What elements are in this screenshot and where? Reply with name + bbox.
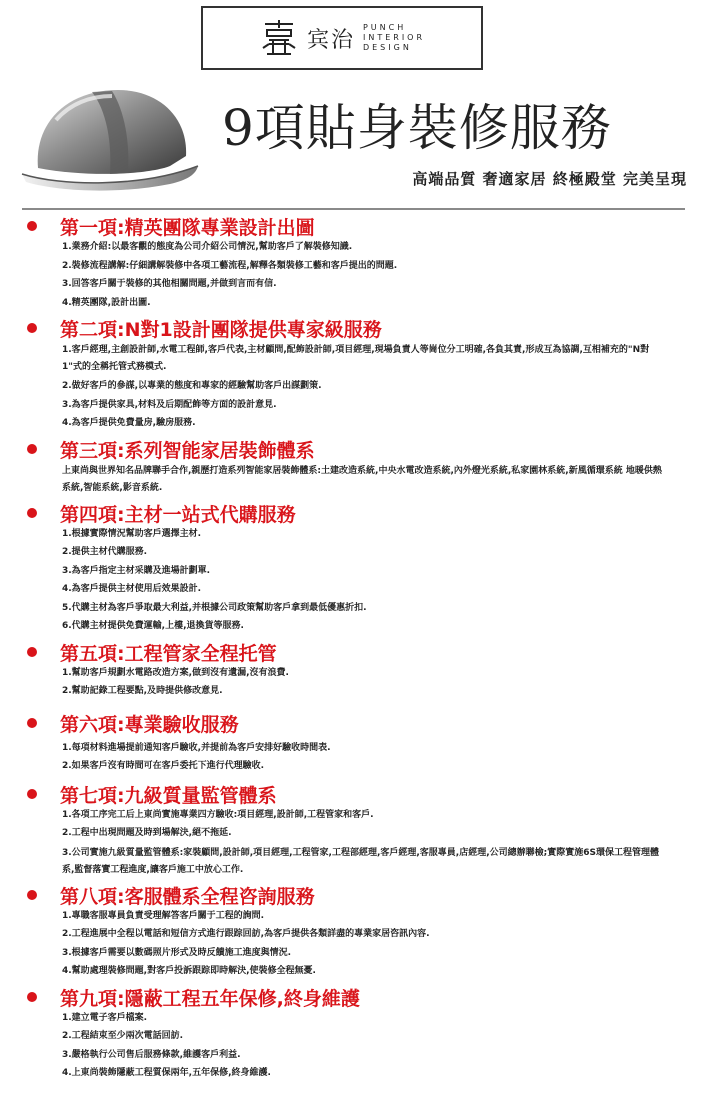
service-section-7: [0, 780, 705, 879]
section-title: 第二項:N對1設計團隊提供專家級服務: [60, 319, 382, 341]
list-item: 1.專職客服專員負責受理解答客戶關于工程的詢問.: [62, 910, 265, 921]
section-heading: [0, 983, 705, 1011]
list-item: 4.上東尚裝飾隱蔽工程質保兩年,五年保修,終身維護.: [62, 1068, 271, 1078]
slogan: 高端品質 奢適家居 終極殿堂 完美呈現: [412, 170, 687, 188]
service-section-9: [0, 983, 705, 1085]
brand-name-en: [363, 23, 425, 53]
list-item: 2.工程結束至少兩次電話回訪.: [62, 1031, 184, 1041]
list-item: 4.為客戶提供主材使用后效果設計.: [62, 584, 202, 594]
list-item: 4.幫助處理裝修問題,對客戶投訴跟踪即時解決,使裝修全程無憂.: [62, 966, 316, 976]
bullet-dot-icon: [27, 647, 37, 657]
list-item: 2.提供主材代購服務.: [62, 547, 148, 557]
service-section-3: [0, 435, 705, 497]
list-item: 3.為客戶提供家具,材料及后期配飾等方面的設計意見.: [62, 399, 277, 410]
list-item: 3.為客戶指定主材采購及進場計劃單.: [62, 565, 211, 576]
service-section-5: [0, 638, 705, 703]
section-heading: [0, 881, 705, 909]
list-item: 5.代購主材為客戶爭取最大利益,并根據公司政策幫助客戶拿到最低優惠折扣.: [62, 602, 367, 613]
section-title: 第八項:客服體系全程咨詢服務: [60, 885, 315, 908]
service-section-2: [0, 314, 705, 435]
service-section-1: [0, 212, 705, 314]
bullet-dot-icon: [27, 323, 37, 333]
section-title: 第九項:隱蔽工程五年保修,終身維護: [60, 987, 360, 1010]
list-item: 1.幫助客戶規劃水電路改造方案,做到沒有遺漏,沒有浪費.: [62, 667, 289, 678]
list-item: 6.代購主材提供免費運輸,上樓,退換貨等服務.: [62, 621, 244, 631]
service-section-4: [0, 499, 705, 638]
list-item: 4.為客戶提供免費量房,驗房服務.: [62, 418, 196, 428]
section-title: 第五項:工程管家全程托管: [60, 642, 277, 665]
bullet-dot-icon: [27, 444, 37, 454]
list-item: 3.根據客戶需要以數碼照片形式及時反饋施工進度與情況.: [62, 947, 292, 958]
list-item: 2.裝修流程講解:仔細講解裝修中各項工藝流程,解釋各類裝修工藝和客戶提出的問題.: [62, 260, 398, 271]
list-item: 2.工程進展中全程以電話和短信方式進行跟踪回訪,為客戶提供各類詳盡的專業家居咨訊內容.: [62, 929, 430, 939]
section-title: 第六項:專業驗收服務: [60, 713, 239, 736]
brand-logo: [201, 6, 483, 70]
bullet-dot-icon: [27, 890, 37, 900]
bullet-dot-icon: [27, 992, 37, 1002]
section-heading: [0, 314, 705, 342]
helmet-icon: [20, 70, 200, 195]
bullet-dot-icon: [27, 508, 37, 518]
section-title: 第一項:精英團隊專業設計出圖: [60, 217, 315, 239]
section-heading: [0, 638, 705, 666]
brand-en-line: INTERIOR: [362, 33, 426, 42]
section-heading: [0, 212, 705, 240]
section-heading: [0, 499, 705, 527]
list-item: 2.如果客戶沒有時間可在客戶委托下進行代理驗收.: [62, 761, 265, 771]
bullet-dot-icon: [27, 221, 37, 231]
list-item: 上東尚與世界知名品牌聯手合作,親歷打造系列智能家居裝飾體系:土建改造系統,中央水電改造系統,內外燈光系統,私家園林系統,新風循環系統 地暖供熱系統,智能系統,影音系統.: [62, 465, 662, 493]
list-item: 1.根據實際情況幫助客戶選擇主材.: [62, 528, 202, 539]
section-title: 第三項:系列智能家居裝飾體系: [60, 439, 315, 462]
section-title: 第四項:主材一站式代購服務: [60, 503, 296, 526]
list-item: 1.每項材料進場提前通知客戶驗收,并提前為客戶安排好驗收時間表.: [62, 742, 331, 753]
service-section-8: [0, 881, 705, 983]
logo-mark-icon: [259, 18, 299, 58]
list-item: 4.精英團隊,設計出圖.: [62, 297, 151, 308]
list-item: 1.建立電子客戶檔案.: [62, 1012, 148, 1023]
section-title: 第七項:九級質量監管體系: [60, 784, 277, 807]
section-heading: [0, 435, 705, 463]
list-item: 1.各項工序完工后上東尚實施專業四方驗收:項目經理,設計師,工程管家和客戶.: [62, 809, 374, 820]
list-item: 2.幫助記錄工程要點,及時提供修改意見.: [62, 686, 223, 696]
list-item: 3.回答客戶關于裝修的其他相關問題,并做到言而有信.: [62, 279, 277, 289]
page-title: 9項貼身裝修服務: [222, 99, 612, 157]
bullet-dot-icon: [27, 718, 37, 728]
list-item: 2.工程中出現問題及時到場解決,絕不拖延.: [62, 828, 232, 838]
list-item: 3.公司實施九級質量監管體系:家裝顧問,設計師,項目經理,工程管家,工程部經理,客戶經理,客服專員,店經理,公司總辦聯檢;實際實施6S環保工程管理體系,監督落實工程進度,讓客戶施工中放心工作.: [62, 847, 659, 875]
brand-en-line: PUNCH: [362, 23, 407, 32]
brand-en-line: DESIGN: [362, 43, 412, 52]
list-item: 3.嚴格執行公司售后服務條款,維護客戶利益.: [62, 1049, 241, 1060]
section-heading: [0, 709, 705, 737]
services-list: [0, 208, 705, 1085]
service-section-6: [0, 709, 705, 778]
list-item: 1.客戶經理,主創設計師,水電工程師,客戶代表,主材顧問,配飾設計師,項目經理,現場負責人等崗位分工明確,各負其責,形成互為協調,互相補充的"N對1"式的全稱托管式務模式.: [62, 345, 650, 372]
list-item: 2.做好客戶的參謀,以專業的態度和專家的經驗幫助客戶出謀劃策.: [62, 381, 322, 391]
section-heading: [0, 780, 705, 808]
bullet-dot-icon: [27, 789, 37, 799]
brand-name-cn: 宾治: [306, 27, 355, 53]
list-item: 1.業務介紹:以最客觀的態度為公司介紹公司情況,幫助客戶了解裝修知識.: [62, 242, 353, 252]
